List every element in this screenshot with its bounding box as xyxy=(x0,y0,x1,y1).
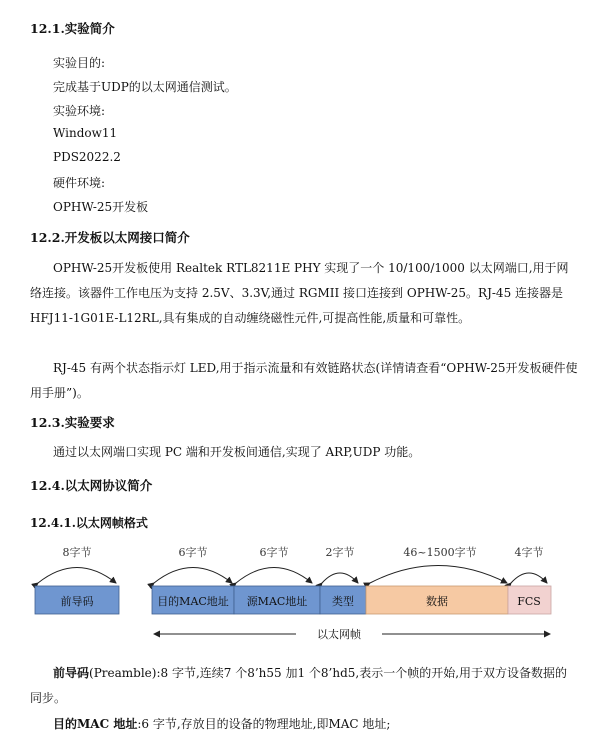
paragraph-dst-mac-text: :6 字节,存放目的设备的物理地址,即MAC 地址; xyxy=(137,717,391,731)
span-label: 以太网帧 xyxy=(317,628,361,641)
arc-preamble xyxy=(38,568,116,584)
term-preamble: 前导码 xyxy=(53,666,90,680)
paragraph-preamble-text: (Preamble):8 字节,连续7 个8’h55 加1 个8’hd5,表示一个帧的开始,用于双方设备数据的同步。 xyxy=(30,666,568,705)
arc-src-mac xyxy=(236,568,312,584)
arc-fcs xyxy=(511,573,547,583)
text-purpose: 完成基于UDP的以太网通信测试。 xyxy=(53,80,237,94)
text-board: OPHW-25开发板 xyxy=(53,200,149,214)
section-heading-12-3: 12.3.实验要求 xyxy=(30,415,115,430)
field-label-dst-mac: 目的MAC地址 xyxy=(157,595,229,608)
paragraph-requirement-text: 通过以太网端口实现 PC 端和开发板间通信,实现了 ARP,UDP 功能。 xyxy=(53,445,421,459)
paragraph-dst-mac-desc xyxy=(30,712,578,737)
arc-data xyxy=(370,566,507,584)
field-label-type: 类型 xyxy=(332,595,354,608)
size-label-preamble: 8字节 xyxy=(62,546,92,559)
section-heading-12-4-1: 12.4.1.以太网帧格式 xyxy=(30,516,148,530)
section-heading-12-1: 12.1.实验简介 xyxy=(30,21,115,36)
arc-dst-mac xyxy=(154,568,232,584)
text-os: Window11 xyxy=(53,126,118,140)
size-label-fcs: 4字节 xyxy=(514,546,544,559)
text-pds: PDS2022.2 xyxy=(53,150,121,164)
section-heading-12-2: 12.2.开发板以太网接口简介 xyxy=(30,230,190,245)
size-label-src-mac: 6字节 xyxy=(259,546,289,559)
section-heading-12-4: 12.4.以太网协议简介 xyxy=(30,478,153,493)
term-dst-mac: 目的MAC 地址 xyxy=(53,717,138,731)
field-label-data: 数据 xyxy=(426,595,448,608)
paragraph-preamble-desc xyxy=(30,661,578,711)
label-purpose: 实验目的: xyxy=(53,56,106,70)
paragraph-rj45-text: RJ-45 有两个状态指示灯 LED,用于指示流量和有效链路状态(详情请查看“OPHW-25开发板硬件使用手册”)。 xyxy=(30,361,578,400)
paragraph-phy-text: OPHW-25开发板使用 Realtek RTL8211E PHY 实现了一个 10/100/1000 以太网端口,用于网络连接。该器件工作电压为支持 2.5V、3.3V,通过 RGMII 接口连接到 OPHW-25。RJ-45 连接器是 HFJ11-1G01E-L12RL,具有集成的自动缠绕磁性元件,可提高性能,质量和可靠性。 xyxy=(30,261,569,325)
field-label-preamble: 前导码 xyxy=(60,595,94,608)
field-label-src-mac: 源MAC地址 xyxy=(246,595,308,608)
label-environment: 实验环境: xyxy=(53,104,106,118)
size-label-data: 46~1500字节 xyxy=(403,546,477,559)
size-label-type: 2字节 xyxy=(325,546,355,559)
size-label-dst-mac: 6字节 xyxy=(178,546,208,559)
label-hardware: 硬件环境: xyxy=(53,176,106,190)
field-label-fcs: FCS xyxy=(517,595,541,608)
arc-type xyxy=(322,573,358,583)
